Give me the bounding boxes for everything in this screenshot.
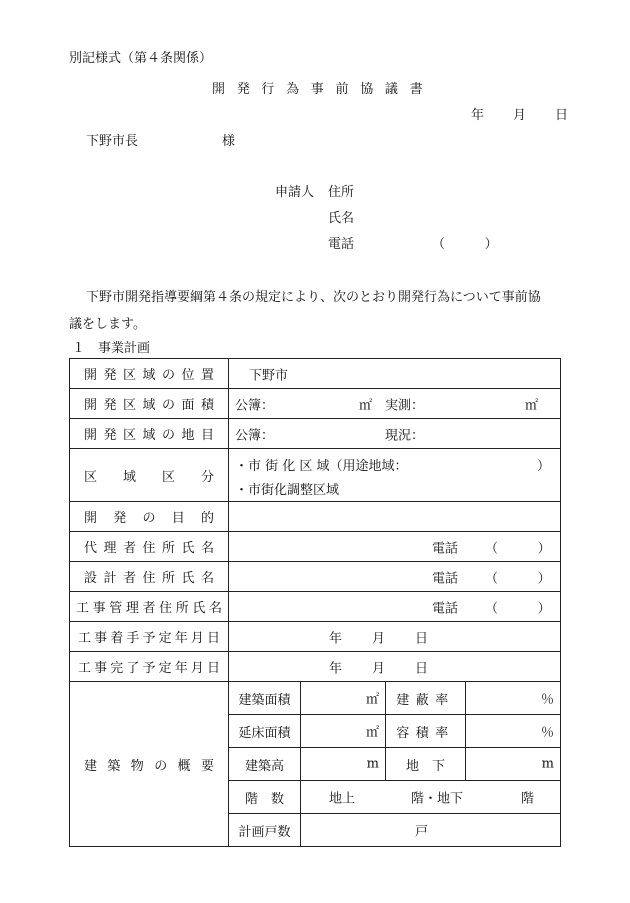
units-suffix: 戸 bbox=[415, 824, 429, 840]
section-heading: １ 事業計画 bbox=[72, 341, 151, 356]
manager-phone-label: 電話 bbox=[432, 601, 459, 616]
units-label: 計画戸数 bbox=[229, 814, 301, 847]
building-label-cell bbox=[70, 682, 229, 847]
area-registry-label: 公簿： bbox=[235, 398, 275, 413]
land-registry-label: 公簿： bbox=[235, 428, 275, 443]
designer-label: 設計者住所氏名 bbox=[84, 571, 214, 586]
coverage-label-cell bbox=[386, 682, 466, 715]
manager-label: 工事管理者住所氏名 bbox=[76, 601, 222, 616]
building-area-unit: ㎡ bbox=[365, 692, 379, 708]
agent-phone-parens: （ ） bbox=[485, 541, 556, 556]
applicant-name-label: 氏名 bbox=[328, 211, 355, 226]
agent-label: 代理者住所氏名 bbox=[84, 541, 214, 556]
zone-label: 区域区分 bbox=[84, 469, 214, 485]
location-label: 開発区域の位置 bbox=[84, 368, 214, 383]
building-label: 建築物の概要 bbox=[84, 758, 214, 774]
end-year: 年 bbox=[329, 661, 343, 676]
area-survey-label: 実測： bbox=[385, 398, 425, 413]
manager-label-cell bbox=[70, 592, 229, 622]
area-unit-2: ㎡ bbox=[525, 398, 539, 413]
area-value-cell[interactable] bbox=[229, 389, 561, 419]
manager-phone-parens: （ ） bbox=[485, 601, 556, 616]
height-value[interactable] bbox=[301, 748, 386, 781]
stories-value[interactable] bbox=[301, 781, 561, 814]
height-label: 建築高 bbox=[229, 748, 301, 781]
honorific: 様 bbox=[222, 134, 236, 149]
date-day-label: 日 bbox=[555, 108, 569, 123]
intro-line-1: 下野市開発指導要綱第４条の規定により、次のとおり開発行為について事前協 bbox=[86, 290, 541, 305]
intro-line-2: 議をします。 bbox=[69, 317, 146, 332]
underground-label: 地 下 bbox=[386, 748, 466, 781]
underground-value[interactable] bbox=[466, 748, 561, 781]
document-title: 開発行為事前協議書 bbox=[212, 82, 435, 97]
stories-under-label: 階・地下 bbox=[411, 791, 464, 807]
manager-value-cell[interactable] bbox=[229, 592, 561, 622]
start-month: 月 bbox=[372, 631, 386, 646]
end-value-cell[interactable] bbox=[229, 652, 561, 682]
zone-value-cell[interactable] bbox=[229, 449, 561, 502]
stories-unit: 階 bbox=[521, 791, 535, 807]
far-label: 容積率 bbox=[396, 725, 455, 741]
underground-unit: m bbox=[541, 756, 554, 772]
purpose-label-cell bbox=[70, 502, 229, 532]
start-label-cell bbox=[70, 622, 229, 652]
floor-area-value[interactable] bbox=[301, 715, 386, 748]
area-label-cell bbox=[70, 389, 229, 419]
agent-phone-label: 電話 bbox=[432, 541, 459, 556]
units-value[interactable] bbox=[301, 814, 561, 847]
start-day: 日 bbox=[415, 631, 429, 646]
designer-phone-parens: （ ） bbox=[485, 571, 556, 586]
height-unit: m bbox=[366, 756, 379, 772]
zone-label-cell bbox=[70, 449, 229, 502]
land-value-cell[interactable] bbox=[229, 419, 561, 449]
designer-value-cell[interactable] bbox=[229, 562, 561, 592]
date-month-label: 月 bbox=[513, 108, 527, 123]
building-area-label: 建築面積 bbox=[229, 682, 301, 715]
coverage-label: 建蔽率 bbox=[396, 692, 455, 708]
stories-label: 階 数 bbox=[229, 781, 301, 814]
addressee: 下野市長 bbox=[86, 134, 139, 149]
area-unit-1: ㎡ bbox=[359, 398, 373, 413]
area-label: 開発区域の面積 bbox=[84, 398, 214, 413]
floor-area-unit: ㎡ bbox=[365, 725, 379, 741]
floor-area-label: 延床面積 bbox=[229, 715, 301, 748]
purpose-label: 開発の目的 bbox=[84, 511, 214, 526]
business-plan-table bbox=[69, 358, 561, 847]
building-area-value[interactable] bbox=[301, 682, 386, 715]
coverage-unit: ％ bbox=[540, 692, 554, 708]
applicant-label: 申請人 bbox=[275, 185, 315, 200]
land-label-cell bbox=[70, 419, 229, 449]
purpose-value-cell[interactable] bbox=[229, 502, 561, 532]
agent-value-cell[interactable] bbox=[229, 532, 561, 562]
zone-option-urban[interactable]: ・市 街 化 区 域（用途地域： bbox=[235, 459, 408, 474]
applicant-address-label: 住所 bbox=[328, 185, 355, 200]
end-label-cell bbox=[70, 652, 229, 682]
date-year-label: 年 bbox=[471, 108, 485, 123]
start-label: 工事着手予定年月日 bbox=[78, 631, 220, 646]
end-month: 月 bbox=[372, 661, 386, 676]
location-label-cell bbox=[70, 359, 229, 389]
zone-option-close: ） bbox=[537, 459, 551, 474]
end-label: 工事完了予定年月日 bbox=[78, 661, 220, 676]
designer-phone-label: 電話 bbox=[432, 571, 459, 586]
stories-above-label: 地上 bbox=[329, 791, 356, 807]
far-unit: ％ bbox=[540, 725, 554, 741]
start-year: 年 bbox=[329, 631, 343, 646]
applicant-phone-parens: （ ） bbox=[432, 237, 503, 252]
designer-label-cell bbox=[70, 562, 229, 592]
far-label-cell bbox=[386, 715, 466, 748]
location-value: 下野市 bbox=[249, 368, 289, 383]
form-reference: 別記様式（第４条関係） bbox=[69, 51, 213, 66]
zone-option-control[interactable]: ・市街化調整区域 bbox=[235, 483, 340, 498]
end-day: 日 bbox=[415, 661, 429, 676]
agent-label-cell bbox=[70, 532, 229, 562]
location-value-cell[interactable] bbox=[229, 359, 561, 389]
land-current-label: 現況： bbox=[385, 428, 425, 443]
start-value-cell[interactable] bbox=[229, 622, 561, 652]
applicant-phone-label: 電話 bbox=[328, 237, 355, 252]
coverage-value[interactable] bbox=[466, 682, 561, 715]
far-value[interactable] bbox=[466, 715, 561, 748]
land-label: 開発区域の地目 bbox=[84, 428, 214, 443]
